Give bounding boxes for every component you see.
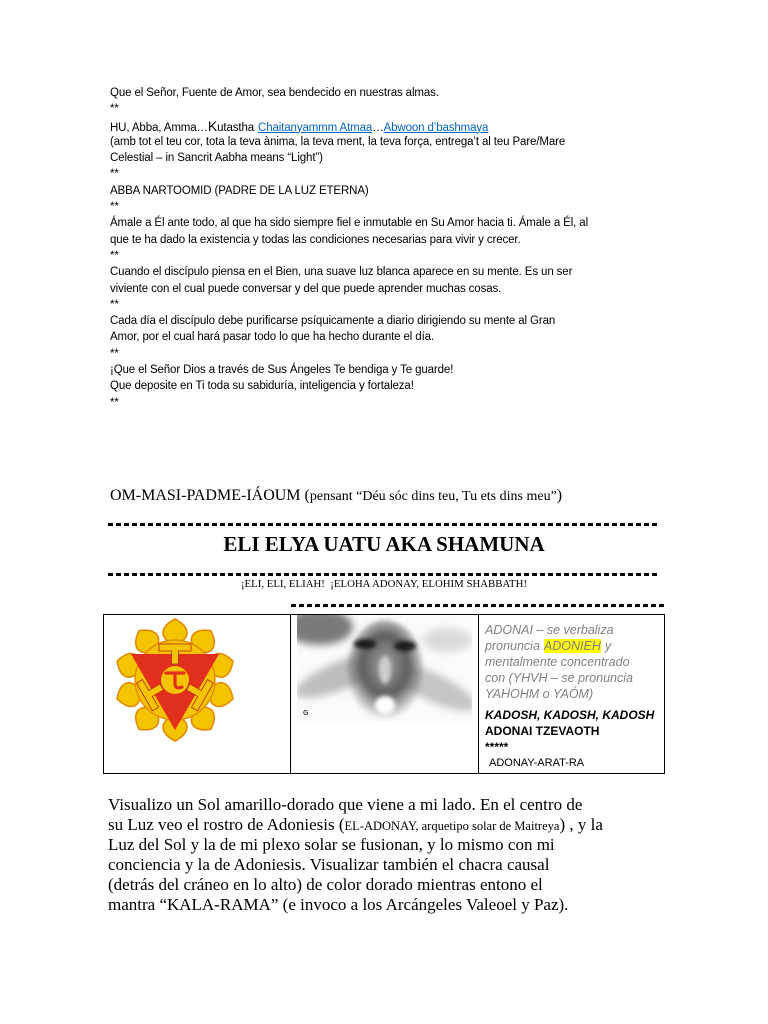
section-heading: ELI ELYA UATU AKA SHAMUNA (223, 532, 545, 556)
mantra-line (110, 484, 562, 508)
face-in-smoke-image (297, 615, 472, 723)
adonai-notes (485, 622, 654, 771)
paragraph-line: Luz del Sol y la de mi plexo solar se fusionan, y lo mismo con mi (108, 835, 555, 854)
note-line: mentalmente concentrado (485, 655, 630, 669)
adonieh-highlight: ADONIEH (543, 639, 601, 653)
invocation-ellipsis: … (372, 121, 384, 134)
catalan-line: (amb tot el teu cor, tota la teva ànima, la teva ment, la teva força, entrega’t al teu Pare/Mare (110, 135, 566, 148)
visualization-paragraph (108, 795, 603, 915)
separator: ** (110, 103, 119, 116)
separator: ** (110, 347, 119, 360)
table-cell-notes (479, 615, 664, 773)
prayer-line: Que el Señor, Fuente de Amor, sea bendecido en nuestras almas. (110, 87, 439, 99)
blessing-line: Que deposite en Ti toda su sabiduría, inteligencia y fortaleza! (110, 380, 414, 393)
mantra-note: pensant “Déu sóc dins teu, Tu ets dins meu” (309, 489, 557, 504)
amale-line: Ámale a Él ante todo, al que ha sido siempre fiel e inmutable en Su Amor hacia ti. Ámale a Él, al (110, 217, 589, 230)
mantra-close-paren: ) (556, 487, 563, 504)
paragraph-line (108, 815, 603, 835)
note-line: ADONAI – se verbaliza (485, 623, 614, 637)
dashed-divider (108, 523, 660, 526)
manipura-chakra-icon (113, 618, 237, 742)
separator: ** (110, 298, 119, 311)
mantra-text: OM-MASI-PADME-IÁOUM (110, 487, 301, 504)
section-subheading: ¡ELI, ELI, ELIAH! ¡ELOHA ADONAY, ELOHIM SHABBATH! (240, 578, 528, 590)
separator: ** (110, 396, 119, 409)
kadosh-line: KADOSH, KADOSH, KADOSH (485, 708, 655, 722)
invocation-line (110, 118, 588, 134)
intro-prayer-block (110, 85, 588, 411)
cuando-line: Cuando el discípulo piensa en el Bien, una suave luz blanca aparece en su mente. Es un ser (110, 266, 573, 279)
amale-line: que te ha dado la existencia y todas las condiciones necesarias para vivir y crecer. (110, 233, 521, 246)
table-cell-chakra (104, 615, 291, 773)
dashed-divider (291, 604, 665, 607)
paragraph-line: Visualizo un Sol amarillo-dorado que viene a mi lado. En el centro de (108, 795, 583, 814)
separator: ** (110, 201, 119, 214)
tzevaoth-line: ADONAI TZEVAOTH (485, 724, 600, 738)
arat-line: ADONAY-ARAT-RA (489, 757, 585, 769)
paragraph-line: mantra “KALA-RAMA” (e invoco a los Arcángeles Valeoel y Paz). (108, 895, 569, 914)
paragraph-aside: EL-ADONAY, arquetipo solar de Maitreya (344, 819, 560, 833)
catalan-line: Celestial – in Sancrit Aabha means “Light”) (110, 152, 323, 165)
blessing-line: ¡Que el Señor Dios a través de Sus Ángeles Te bendiga y Te guarde! (110, 364, 454, 377)
table-cell-face (291, 615, 479, 773)
abwoon-bashmaya-link[interactable]: Abwoon d’bashmaya (383, 121, 489, 134)
dashed-divider (108, 573, 660, 576)
note-line (485, 638, 654, 654)
invocation-prefix: HU, Abba, Amma… (110, 121, 208, 134)
note-text: y (604, 639, 612, 653)
paragraph-text: su Luz veo el rostro de Adoniesis ( (108, 815, 345, 834)
kadosh-group (485, 707, 654, 771)
invocation-table (103, 614, 665, 774)
note-line: con (YHVH – se pronuncia (485, 671, 633, 685)
cada-line: Cada día el discípulo debe purificarse psíquicamente a diario dirigiendo su mente al Gran (110, 315, 556, 328)
mantra-open-paren: ( (304, 487, 310, 504)
cuando-line: viviente con el cual puede conversar y del que puede aprender muchas cosas. (110, 282, 502, 295)
chaitanya-atmaa-link[interactable]: Chaitanyammm Atmaa (258, 121, 373, 134)
image-mark: G (303, 710, 309, 717)
paragraph-line: (detrás del cráneo en lo alto) de color dorado mientras entono el (108, 875, 543, 894)
separator: ** (110, 249, 119, 262)
note-line: YAHOHM o YAÓM) (485, 687, 594, 701)
cada-line: Amor, por el cual hará pasar todo lo que ha hecho durante el día. (110, 331, 435, 344)
stars-line: ***** (485, 740, 509, 754)
paragraph-line: conciencia y la de Adoniesis. Visualizar también el chacra causal (108, 855, 550, 874)
paragraph-text: ) , y la (559, 815, 603, 834)
kutastha-initial: K (207, 117, 218, 134)
note-text: pronuncia (485, 639, 540, 653)
abba-line: ABBA NARTOOMID (PADRE DE LA LUZ ETERNA) (110, 184, 369, 197)
kutastha-rest: utastha (217, 121, 255, 134)
separator: ** (110, 168, 119, 181)
